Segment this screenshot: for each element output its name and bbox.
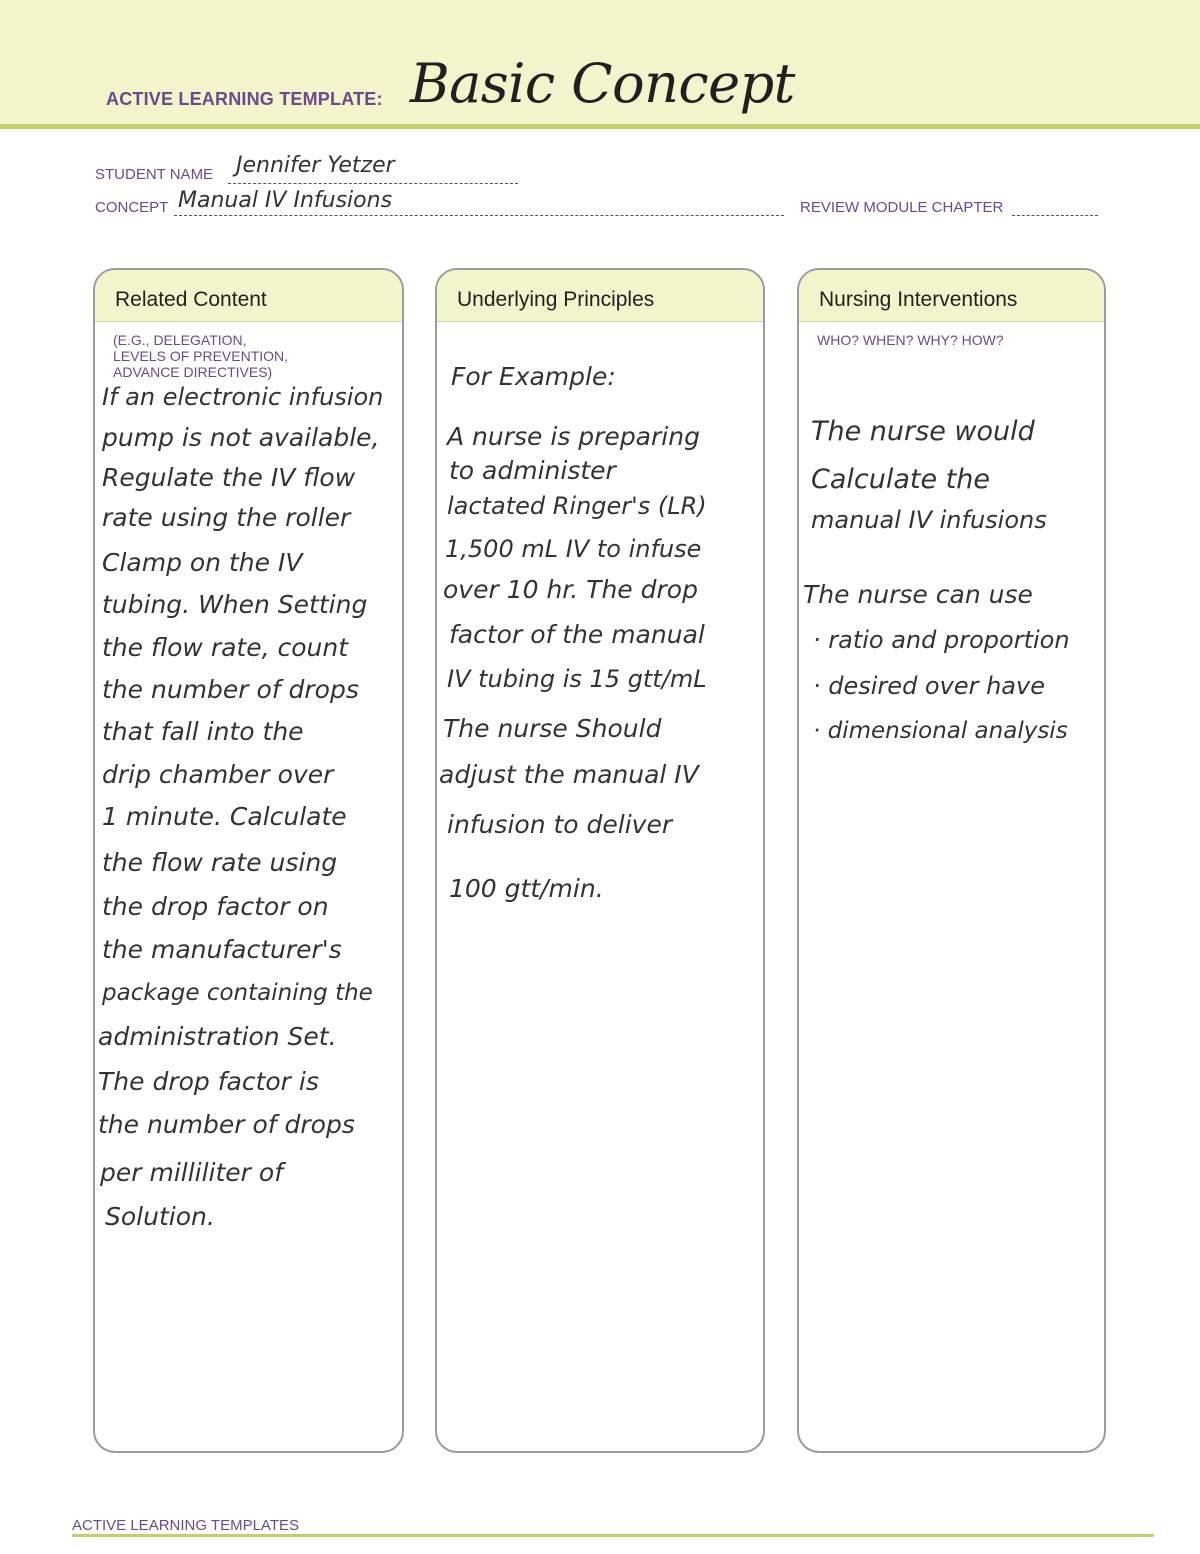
- handwriting-line: the manufacturer's: [102, 935, 342, 964]
- handwriting-line: 100 gtt/min.: [449, 874, 604, 903]
- handwriting-line: per milliliter of: [100, 1158, 284, 1187]
- review-module-underline: [1012, 215, 1098, 216]
- handwriting-line: pump is not available,: [102, 423, 380, 452]
- student-name-label: STUDENT NAME: [95, 166, 214, 183]
- handwriting-line: package containing the: [102, 980, 373, 1006]
- handwriting-line: adjust the manual IV: [439, 760, 699, 789]
- student-name-field[interactable]: Jennifer Yetzer: [236, 153, 395, 178]
- related-content-card: [93, 268, 404, 1453]
- handwriting-line: manual IV infusions: [811, 506, 1047, 534]
- concept-label: CONCEPT: [95, 199, 169, 216]
- handwriting-line: Clamp on the IV: [102, 548, 303, 577]
- related-content-header: [95, 270, 402, 322]
- underlying-principles-card: [435, 268, 765, 1453]
- hint-line: WHO? WHEN? WHY? HOW?: [817, 332, 1004, 348]
- nursing-interventions-header: [799, 270, 1104, 322]
- hint-line: (E.G., DELEGATION,: [113, 332, 247, 348]
- related-content-title: Related Content: [115, 288, 267, 311]
- handwriting-line: that fall into the: [102, 717, 304, 746]
- handwriting-line: IV tubing is 15 gtt/mL: [447, 665, 707, 693]
- concept-field[interactable]: Manual IV Infusions: [178, 188, 393, 213]
- template-label: ACTIVE LEARNING TEMPLATE:: [106, 89, 383, 109]
- underlying-principles-header: [437, 270, 763, 322]
- handwriting-line: over 10 hr. The drop: [443, 575, 698, 604]
- handwriting-line: 1,500 mL IV to infuse: [445, 535, 702, 563]
- handwriting-line: administration Set.: [98, 1022, 337, 1051]
- nursing-interventions-hint: [817, 332, 1104, 348]
- handwriting-line: The nurse can use: [803, 580, 1033, 609]
- handwriting-line: rate using the roller: [102, 503, 351, 532]
- handwriting-line: the number of drops: [102, 675, 359, 704]
- handwriting-line: If an electronic infusion: [102, 383, 384, 411]
- handwriting-line: 1 minute. Calculate: [102, 802, 347, 831]
- handwriting-line: the drop factor on: [102, 892, 329, 921]
- underlying-principles-title: Underlying Principles: [457, 288, 655, 311]
- handwriting-line: · ratio and proportion: [813, 626, 1070, 654]
- handwriting-line: to administer: [449, 456, 616, 485]
- handwriting-line: For Example:: [451, 362, 616, 391]
- handwriting-line: tubing. When Setting: [102, 590, 368, 619]
- concept-underline: [174, 215, 784, 216]
- handwriting-line: The drop factor is: [98, 1067, 319, 1096]
- review-module-label: REVIEW MODULE CHAPTER: [800, 199, 1004, 216]
- handwriting-line: the number of drops: [98, 1110, 355, 1139]
- hint-line: ADVANCE DIRECTIVES): [113, 364, 273, 380]
- handwriting-line: The nurse would: [811, 416, 1035, 447]
- handwriting-line: infusion to deliver: [447, 810, 673, 839]
- header-divider: [0, 124, 1200, 129]
- handwriting-line: A nurse is preparing: [447, 422, 700, 451]
- student-name-underline: [228, 183, 518, 184]
- page-title: Basic Concept: [410, 52, 795, 115]
- handwriting-line: The nurse Should: [443, 714, 662, 743]
- handwriting-line: · dimensional analysis: [813, 718, 1068, 744]
- hint-line: LEVELS OF PREVENTION,: [113, 348, 289, 364]
- footer-label: ACTIVE LEARNING TEMPLATES: [72, 1517, 299, 1534]
- related-content-hint: [113, 332, 402, 380]
- handwriting-line: drip chamber over: [102, 760, 334, 789]
- handwriting-line: the flow rate using: [102, 848, 338, 877]
- handwriting-line: the flow rate, count: [102, 633, 349, 662]
- nursing-interventions-title: Nursing Interventions: [819, 288, 1018, 311]
- nursing-interventions-card: [797, 268, 1106, 1453]
- handwriting-line: Solution.: [105, 1202, 215, 1231]
- handwriting-line: factor of the manual: [449, 620, 705, 649]
- handwriting-line: lactated Ringer's (LR): [447, 492, 707, 520]
- footer-divider: [72, 1534, 1154, 1537]
- handwriting-line: Calculate the: [811, 464, 990, 495]
- handwriting-line: · desired over have: [813, 672, 1045, 700]
- handwriting-line: Regulate the IV flow: [102, 463, 356, 492]
